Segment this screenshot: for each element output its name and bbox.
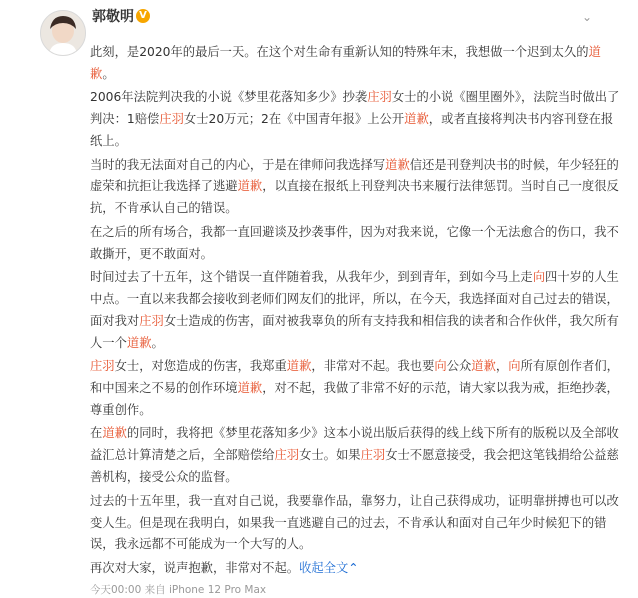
paragraph-text: 时间过去了十五年，这个错误一直伴随着我，从我年少，到到青年，到如今马上走 — [90, 270, 533, 285]
paragraph-text: 在 — [90, 426, 103, 441]
paragraph-text: 的同时，我将把《梦里花落知多少》这本小说出版后获得的线上线下所有的版税以及全部收益汇总计算清楚之后，全部赔偿给 — [90, 426, 619, 463]
paragraph-text: 2006年法院判决我的小说《梦里花落知多少》抄袭 — [90, 90, 368, 105]
paragraph-text: ，或者直接将判决书内容刊登在报纸上。 — [90, 112, 614, 149]
chevron-down-icon[interactable]: ⌄ — [581, 10, 593, 24]
collapse-text-link[interactable]: 收起全文 — [299, 560, 349, 575]
post-content — [90, 42, 620, 598]
paragraph-text: 女士20万元；2在《中国青年报》上公开 — [183, 112, 405, 127]
post-source: 来自 iPhone 12 Pro Max — [144, 583, 267, 596]
paragraph-text: 女士，对您造成的伤害，我郑重 — [114, 359, 287, 374]
highlighted-keyword: 向 — [532, 270, 546, 285]
user-avatar[interactable] — [40, 10, 86, 56]
highlighted-keyword: 道歉 — [126, 335, 152, 350]
paragraph-text: 。 — [151, 335, 164, 350]
highlighted-keyword: 庄羽 — [139, 313, 164, 328]
post-paragraph — [90, 423, 620, 489]
post-paragraph — [90, 558, 620, 580]
post-paragraph — [90, 87, 620, 153]
paragraph-text: 。 — [102, 66, 115, 81]
highlighted-keyword: 道歉 — [237, 179, 263, 194]
paragraph-text: 此刻，是2020年的最后一天。在这个对生命有重新认知的特殊年末，我想做一个迟到太久的 — [90, 45, 589, 59]
post-paragraph — [90, 267, 620, 355]
paragraph-text: 当时的我无法面对自己的内心，于是在律师问我选择写 — [90, 157, 386, 172]
highlighted-keyword: 道歉 — [404, 112, 429, 127]
paragraph-text: 过去的十五年里，我一直对自己说，我要靠作品，靠努力，让自己获得成功，证明靠拼搏也可以改变人生。但是现在我明白，如果我一直逃避自己的过去，不肯承认和面对自己年少时候犯下的错误，我永远都不可能成为一个大写的人。 — [90, 493, 619, 552]
paragraph-text: ，非常对不起。我也要 — [311, 359, 435, 374]
paragraph-text: ， — [495, 359, 509, 374]
highlighted-keyword: 道歉 — [90, 45, 601, 81]
post-time: 今天00:00 — [90, 583, 142, 596]
post-paragraph — [90, 42, 620, 86]
paragraph-text: 再次对大家，说声抱歉，非常对不起。 — [90, 560, 300, 575]
highlighted-keyword: 道歉 — [102, 426, 127, 441]
highlighted-keyword: 道歉 — [237, 381, 263, 396]
paragraph-text: 女士不愿意接受，我会把这笔钱捐给公益慈善机构，接受公众的监督。 — [90, 448, 619, 485]
post-paragraph — [90, 155, 620, 221]
highlighted-keyword: 庄羽 — [90, 359, 115, 374]
paragraph-text: 女士造成的伤害，面对被我辜负的所有支持我和相信我的读者和合作伙伴，我欠所有人一个 — [90, 313, 619, 350]
vip-badge-icon: V — [136, 9, 150, 23]
post-paragraph — [90, 356, 620, 422]
highlighted-keyword: 向 — [508, 359, 521, 374]
paragraph-text: 在之后的所有场合，我都一直回避谈及抄袭事件，因为对我来说，它像一个无法愈合的伤口，我不敢撕开，更不敢面对。 — [90, 224, 619, 261]
avatar-image — [41, 11, 85, 55]
paragraph-text: 四十岁的人生中点。一直以来我都会接收到老师们网友们的批评，所以，在今天，我选择面对自己过去的错误，面对我对 — [90, 270, 619, 328]
paragraph-text: 女士。如果 — [299, 448, 361, 463]
post-meta — [90, 582, 620, 598]
post-paragraph — [90, 222, 620, 266]
collapse-text-link[interactable]: ⌃ — [348, 560, 359, 575]
highlighted-keyword: 庄羽 — [159, 112, 184, 127]
username[interactable]: 郭敬明 — [92, 9, 134, 25]
highlighted-keyword: 道歉 — [385, 157, 410, 172]
post-paragraph — [90, 491, 620, 557]
highlighted-keyword: 庄羽 — [367, 90, 392, 105]
highlighted-keyword: 庄羽 — [274, 448, 300, 463]
highlighted-keyword: 道歉 — [286, 359, 312, 374]
paragraph-text: 信还是刊登判决书的时候，年少轻狂的虚荣和抗拒让我选择了逃避 — [90, 157, 619, 194]
highlighted-keyword: 向 — [434, 359, 447, 374]
paragraph-text: 公众 — [446, 359, 472, 374]
highlighted-keyword: 庄羽 — [360, 448, 386, 463]
paragraph-text: 女士的小说《圈里圈外》，法院当时做出了判决：1赔偿 — [90, 90, 620, 127]
paragraph-text: 所有原创作者们，和中国来之不易的创作环境 — [90, 359, 619, 396]
paragraph-text: ，对不起，我做了非常不好的示范，请大家以我为戒，拒绝抄袭，尊重创作。 — [90, 381, 619, 417]
paragraph-text: ，以直接在报纸上刊登判决书来履行法律惩罚。当时自己一度很反抗，不肯承认自己的错误。 — [90, 179, 619, 216]
highlighted-keyword: 道歉 — [471, 359, 496, 374]
